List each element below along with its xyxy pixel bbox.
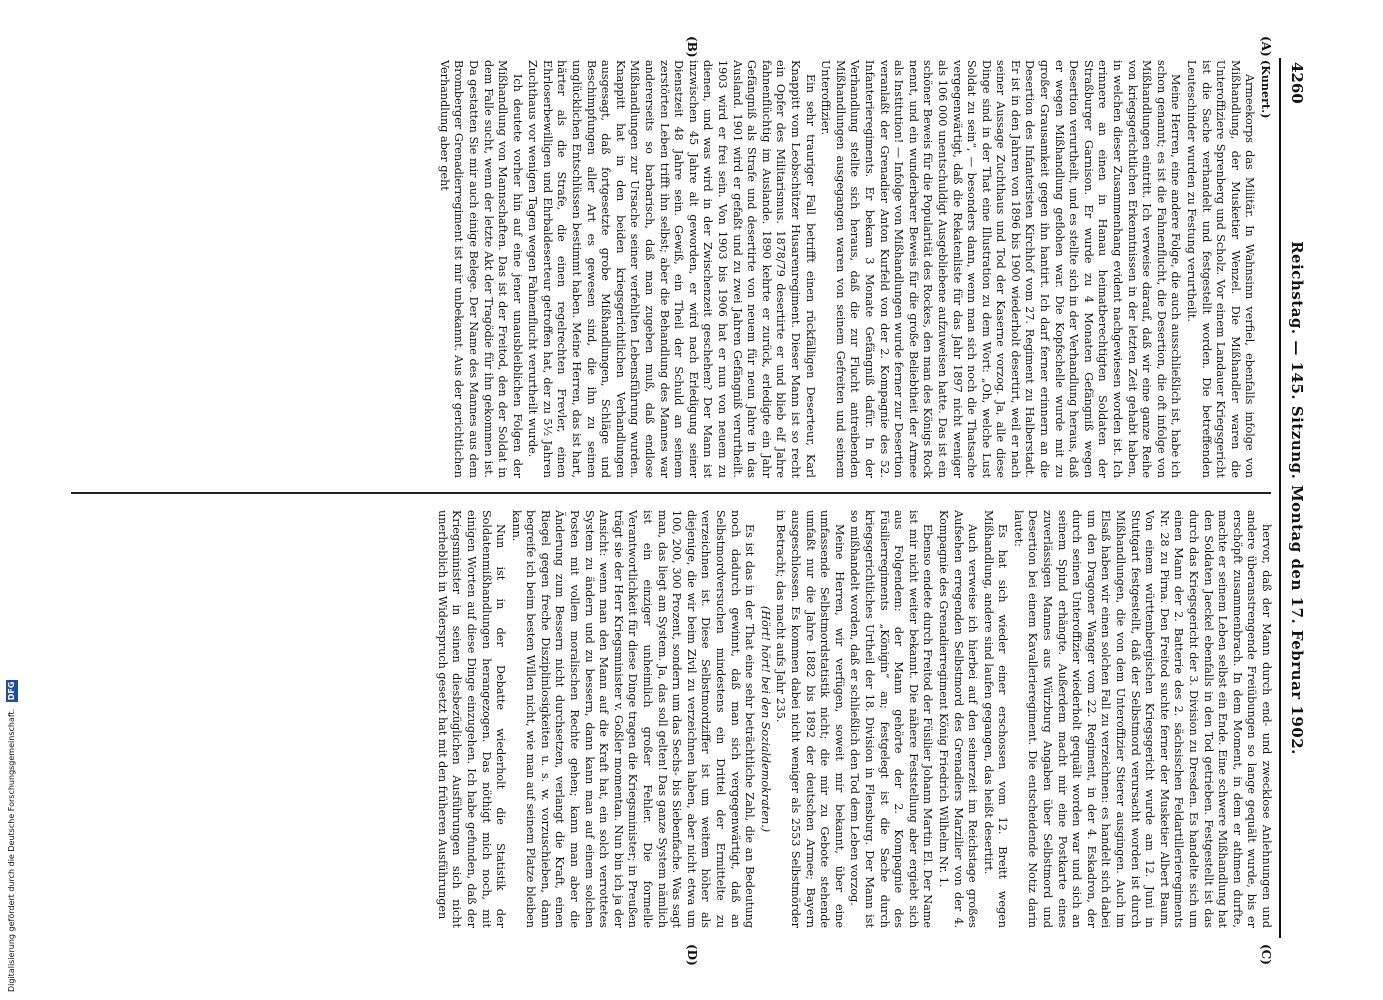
paragraph: Es ist das in der That eine sehr beträchtliche Zahl, die an Bedeutung noch dadurch gewinnt, daß man sich vergegenwärtigt, daß an Selbstmordversuchen mindestens ein Drittel der Ermittelte zu verzeichnen ist. Diese Selbstmordziffer ist um weitem höher als diejenige, die wir beim Zivil zu verzeichnen haben, aber nicht etwa um 100, 200, 300 Prozent, sondern um das Sechs- bis Siebenfache. Was sagt man, das liegt am System. Ja, das soll gelten! Das ganze System nämlich ist ein einziger unheimlich großer Fehler. Die formelle Verantwortlichkeit für diese Dinge tragen die Kriegsminister; in Preußen trägt sie der Herr Kriegsminister v. Goßler momentan. Nun bin ich ja der Ansicht: wenn man den Mann auf die Kraft hat, ein solch verrottetes System zu ändern und zu bessern, dann kann man auf einem solchen Posten mit vollem moralischen Rechte gehen; kann man aber die Änderung zum Bessern nicht durchsetzen, verlangt die Kraft, einen Riegel gegen freche Disziplinlosigkeiten u. s. w. vorzuschieben, dann begreife ich beim besten Willen nicht, wie man auf seinem Platze bleiben kann. bbox=[509, 510, 757, 928]
rotated-document-page bbox=[61, 36, 1311, 966]
interjection: (Hört! hört! bei den Sozialdemokraten.) bbox=[758, 605, 772, 833]
quote: Es hat sich wieder einer erschossen vom 12. Breitt wegen Mißhandlung, andere sind laufen gegangen, das heißt desertirt. bbox=[981, 510, 1010, 928]
page-header bbox=[1283, 58, 1311, 938]
paragraph: Ein sehr trauriger Fall betrifft einen rückfälligen Deserteur, Karl Knappitt vom Leobschützer Husarenregiment. Dieser Mann ist so recht ein Opfer des Militarismus. 1878/79 desertirte er und blieb elf Jahre fahnenflüchtig im Auslande. 1890 kehrte er zurück, erledigte ein Jahr Gefängniß als Strafe und desertirte von neuem für neun Jahre in das Ausland. 1901 wird er gefaßt und zu zwei Jahren Gefängniß verurtheilt. 1903 wird er frei sein. Von 1903 bis 1906 hat er nun von neuem zu dienen, und was wird in der Zwischenzeit geschehen? Der Mann ist inzwischen 45 Jahre alt geworden, er wird nach Erledigung seiner Dienstzeit 48 Jahre sein. Gewiß, ein Theil der Schuld an seinem zerstörten Leben trifft ihn selbst; aber die Behandlung des Mannes war andererseits so barbarisch, daß man zugeben muß, daß endlose Mißhandlungen zur Ursache seiner verfehlten Lebensführung wurden. Knappitt hat in den beiden kriegsgerichtlichen Verhandlungen ausgesagt, daß fortgesetzte grobe Mißhandlungen, Schläge und Beschimpfungen aller Art es gewesen sind, die ihn zu seinen unglücklichen Entschlüssen bestimmt haben. Meine Herren, das ist hart, härter als die Strafe, die einen regelrechten Frevler, einen Ehrloserbewilligen und Ehrbaldeserteur getroffen hat, der zu 5½ Jahren Zuchthaus vor wenigen Tagen wegen Fahnenflucht verurtheilt wurde. bbox=[526, 60, 817, 478]
paragraph: Nun ist in der Debatte wiederholt die Statistik der Soldatenmißhandlungen herangezogen. Das nöthigt mich noch, mit einigen Worten auf diese Dinge einzugehen. Ich habe gefunden, daß der Kriegsminister in seinen diesbezüglichen Ausführungen sich nicht unerheblich in Widerspruch gesetzt hat mit den früheren Ausführungen bbox=[435, 510, 508, 928]
paragraph: Ich deutete vorher hin auf eine jener unausbleiblichen Folgen der Mißhandlung von Mannschaften. Das ist der Freitod, den der Soldat in dem Falle sucht, wenn der letzte Akt der Tragödie für ihn gekommen ist. Da gestatten Sie mir auch einige Belege. Der Name des Mannes aus dem Bromberger Grenadierregiment ist mir unbekannt. Aus der gerichtlichen Verhandlung aber geht bbox=[437, 60, 524, 478]
right-column bbox=[433, 510, 1273, 928]
digitization-credit-text: Digitalisierung gefördert durch die Deutsche Forschungsgemeinschaft. bbox=[7, 708, 16, 992]
margin-marker-b: (B) bbox=[685, 36, 699, 58]
left-column bbox=[435, 60, 1273, 478]
header-rule bbox=[1279, 58, 1281, 938]
session-title: Reichstag. — 145. Sitzung. Montag den 17. Februar 1902. bbox=[1288, 241, 1306, 755]
margin-marker-c: (C) bbox=[1259, 944, 1273, 965]
page-number: 4260 bbox=[1288, 62, 1306, 104]
paragraph: Armeekorps das Militär. In Wahnsinn verfiel, ebenfalls infolge von Mißhandlung, der Musketier Wenzel. Die Mißhandler waren die Unteroffiziere Sprenberg und Scholz. Vor einem Landauer Kriegsgericht ist die Sache verhandelt und festgestellt worden. Die betreffenden Leuteschinder wurden zu Festung verurtheilt. bbox=[1185, 60, 1257, 478]
dfg-logo: DFG bbox=[7, 681, 16, 701]
column-divider bbox=[71, 492, 1271, 494]
paragraph: Meine Herren, eine andere Folge, die auch ausschließlich ist, habe ich schon genannt; es ist die Fahnenflucht, die Desertion, die oft infolge von Mißhandlungen eintritt. Ich verweise darauf, daß wir eine ganze Reihe von kriegsgerichtlichen Erkenntnissen in der letzten Zeit gehabt haben, in welchen dieser Zusammenhang evident nachgewiesen worden ist. Ich erinnere an einen in Hanau heimatberechtigten Soldaten der Straßburger Garnison. Er wurde zu 4 Monaten Gefängniß wegen Desertion verurtheilt, und es stellte sich in der Verhandlung heraus, daß er wegen Mißhandlung geflohen war. Die Kopfschelle wurde mit zu großer Grausamkeit gegen ihn hantirt. Ich darf ferner erinnern an die Desertion des Infanteristen Kirchhof vom 27. Regiment zu Halberstadt. Er ist in den Jahren von 1896 bis 1900 wiederholt desertirt, weil er nach seiner Aussage Zuchthaus und Tod der Kaserne vorzog. Ja, alle diese Dinge sind in der That eine Illustration zu dem Wort: „Oh, welche Lust Soldat zu sein“, — besonders dann, wenn man sich noch die Thatsache vergegenwärtigt, daß die Rekatenliste für das Jahr 1897 nicht weniger als 106 000 unentschuldigt Ausgebliebene aufzuweisen hatte. Das ist ein schöner Beweis für die Popularität des Rockes, den man des Königs Rock nennt, und ein wunderbarer Beweis für die große Beliebtheit der Armee als Institution! — Infolge von Mißhandlungen wurde ferner zur Desertion veranlaßt der Grenadier Anton Kurfeld von der 2. Kompagnie des 52. Infanterieregiments. Er bekam 3 Monate Gefängniß dafür. In der Verhandlung stellte sich heraus, daß die zur Flucht antreibenden Mißhandlungen ausgegangen waren von seinem Gefreiten und seinem Unteroffizier. bbox=[819, 60, 1183, 478]
digitization-credit bbox=[6, 2, 18, 992]
paragraph: hervor, daß der Mann durch end- und zwecklose Anlehnungen und andere überanstrengende Freiübungen so lange gequält wurde, bis er erschöpft zusammenbrach. In dem Moment, in dem er athmen durfte, machte er seinem Leben selbst ein Ende. Eine schwere Mißhandlung hat den Soldaten Jaeckel ebenfalls in den Tod getrieben. Festgestellt ist das durch das Kriegsgericht der 3. Division zu Dresden. Es handelte sich um einen Mann der 2. Batterie des 2. sächsischen Feldartillerieregiments Nr. 28 zu Pirna. Den Freitod suchte ferner der Musketier Albert Baum. Von einem württembergischen Kriegsgericht wurde am 12. Juni in Stuttgart festgestellt, daß der Selbstmord verursacht worden ist durch Mißhandlungen, die von dem Unteroffizier Stierer ausgingen. Auch im Elsaß haben wir einen solchen Fall zu verzeichnen: es handelt sich dabei um den Dragoner Wanger vom 22. Regiment, in der 4. Eskadron, der durch seinen Unteroffizier wiederholt gequält worden war und sich an seinem Spind erhängte. Außerdem macht mir eine Postkarte eines zuverlässigen Mannes aus Würzburg Angaben über Selbstmord und Desertion bei einem Kavallerieregiment. Die entscheidende Notiz darin lautet: bbox=[1011, 510, 1273, 928]
speaker-name: (Kunert.) bbox=[1259, 60, 1273, 119]
paragraph: Meine Herren, wir verfügen, soweit mir bekannt, über eine umfassende Selbstmordstatistik nicht; die mir zu Gebote stehende umfaßt nur die Jahre 1882 bis 1892 der deutschen Armee; Bayern ausgeschlossen. Es kommen dabei nicht weniger als 2553 Selbstmörder in Betracht; das macht aufs Jahr 235. bbox=[774, 510, 846, 928]
paragraph: Auch verweise ich hierbei auf den seinerzeit im Reichstage großes Aufsehen erregenden Selbstmord des Grenadiers Marzilier von der 4. Kompagnie des Grenadierregiment König Friedrich Wilhelm Nr. 1. bbox=[936, 510, 980, 928]
paragraph: Ebenso endete durch Freitod der Füsilier Johann Martin El. Der Name ist mir nicht weiter bekannt. Die nähere Feststellung aber ergiebt sich aus Folgendem: der Mann gehörte der 2. Kompagnie des Füsilierregiments „Königin“ an; festgelegt ist die Sache durch kriegsgerichtliches Urtheil der 18. Division in Flensburg. Der Mann ist so mißhandelt worden, daß er schließlich den Tod dem Leben vorzog. bbox=[848, 510, 935, 928]
margin-marker-d: (D) bbox=[685, 944, 699, 966]
margin-marker-a: (A) bbox=[1259, 36, 1273, 57]
